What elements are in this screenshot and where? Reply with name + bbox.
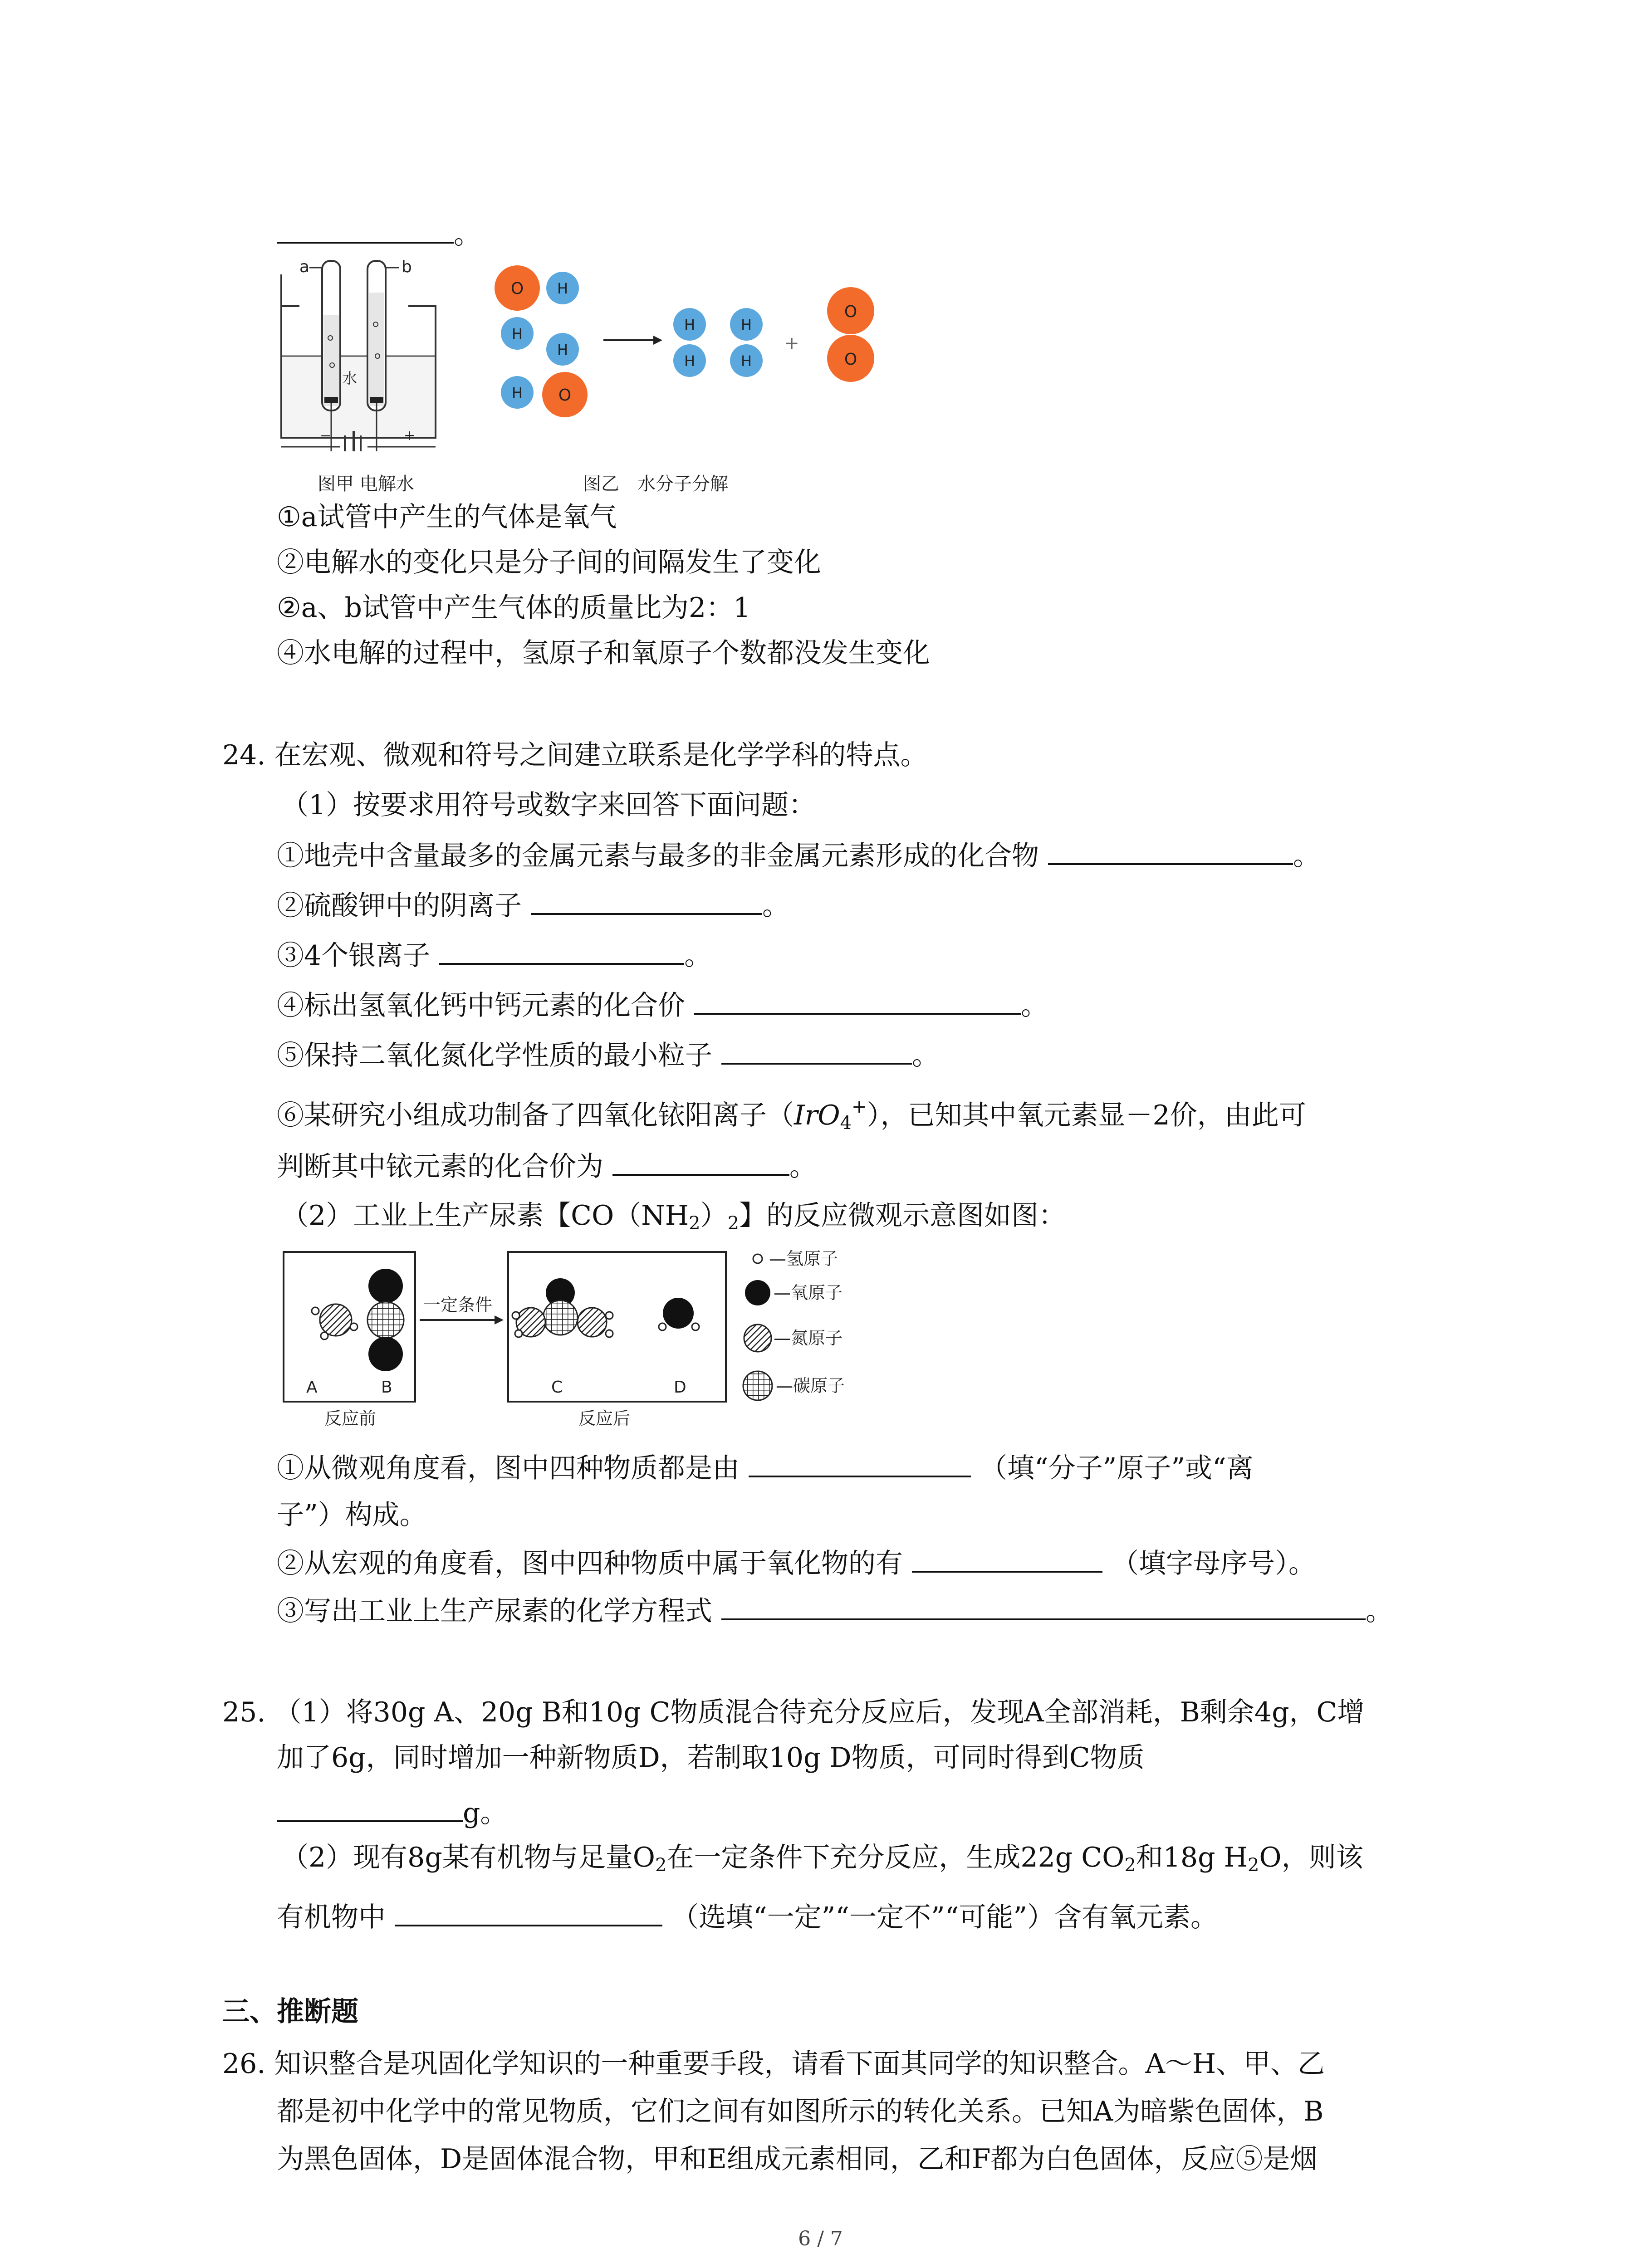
answer-blank[interactable] <box>694 987 1021 1015</box>
q26-line-2: 都是初中化学中的常见物质，它们之间有如图所示的转化关系。已知A为暗紫色固体，B <box>277 2096 1324 2127</box>
urea-reaction-figure <box>279 1243 941 1433</box>
answer-blank[interactable] <box>612 1148 789 1176</box>
svg-text:H: H <box>740 316 752 333</box>
svg-text:O: O <box>844 350 857 369</box>
q23-option-1: ①a试管中产生的气体是氧气 <box>277 501 617 533</box>
q24-item-2: ②硫酸钾中的阴离子 。 <box>277 887 789 924</box>
q23-option-2: ②电解水的变化只是分子间的间隔发生了变化 <box>277 547 821 578</box>
svg-text:反应前: 反应前 <box>324 1408 377 1428</box>
svg-text:H: H <box>557 341 568 358</box>
q26-line-3: 为黑色固体，D是固体混合物，甲和E组成元素相同，乙和F都为白色固体，反应⑤是烟 <box>277 2143 1318 2175</box>
svg-text:b: b <box>402 258 412 276</box>
svg-text:—氢原子: —氢原子 <box>769 1249 838 1269</box>
svg-text:—碳原子: —碳原子 <box>776 1376 845 1396</box>
svg-text:B: B <box>381 1378 392 1397</box>
answer-blank[interactable] <box>277 1794 463 1822</box>
arrow-icon <box>653 336 662 345</box>
svg-text:O: O <box>510 279 524 298</box>
svg-text:−: − <box>320 428 332 444</box>
q25-line-5: 有机物中 （选填“一定”“一定不”“可能”）含有氧元素。 <box>277 1898 1218 1936</box>
answer-blank[interactable] <box>721 1592 1366 1620</box>
svg-text:H: H <box>684 352 696 370</box>
q25-line-4: （2）现有8g某有机物与足量$O_2$在一定条件下充分反应，生成22g $CO_2$和18g $H_2O$，则该 <box>281 1842 1363 1876</box>
svg-text:a: a <box>299 258 310 276</box>
answer-blank[interactable] <box>749 1449 971 1477</box>
q24-stem: 24. 在宏观、微观和符号之间建立联系是化学学科的特点。 <box>222 739 928 771</box>
svg-text:D: D <box>674 1378 686 1397</box>
q24-item-6: ⑥某研究小组成功制备了四氧化铱阳离子（IrO$_4$+），已知其中氧元素显－2价，由此可 <box>277 1096 1306 1134</box>
figure-caption-right: 图乙 水分子分解 <box>583 474 728 494</box>
q25-line-2: 加了6g，同时增加一种新物质D，若制取10g D物质，可同时得到C物质 <box>277 1742 1145 1774</box>
svg-text:H: H <box>557 280 568 297</box>
q26-line-1: 26. 知识整合是巩固化学知识的一种重要手段，请看下面其同学的知识整合。A～H、甲、乙 <box>222 2048 1325 2080</box>
svg-text:H: H <box>511 325 523 342</box>
answer-blank[interactable] <box>277 215 454 244</box>
svg-text:H: H <box>684 316 696 333</box>
answer-blank[interactable] <box>439 937 684 965</box>
q24-item-4: ④标出氢氧化钙中钙元素的化合价 。 <box>277 987 1048 1024</box>
q24-item-1: ①地壳中含量最多的金属元素与最多的非金属元素形成的化合物 。 <box>277 837 1320 874</box>
q24-part2: （2）工业上生产尿素【$CO(NH_2)_2$】的反应微观示意图如图： <box>281 1200 1066 1234</box>
svg-text:O: O <box>844 303 857 321</box>
section-title: 三、推断题 <box>222 1996 358 2028</box>
answer-blank[interactable] <box>1048 837 1293 865</box>
q24-sub-1-cont: 子”）构成。 <box>277 1499 427 1531</box>
svg-text:O: O <box>558 386 572 405</box>
q24-item-6-cont: 判断其中铱元素的化合价为 。 <box>277 1148 817 1185</box>
page-number: 6 / 7 <box>798 2227 843 2250</box>
svg-text:+: + <box>404 428 416 444</box>
svg-text:水: 水 <box>343 370 358 387</box>
q23-option-4: ④水电解的过程中，氢原子和氧原子个数都没发生变化 <box>277 637 930 669</box>
electrolysis-apparatus-figure <box>272 247 463 451</box>
q24-sub-2: ②从宏观的角度看，图中四种物质中属于氧化物的有 （填字母序号）。 <box>277 1545 1316 1582</box>
q25-line-1: 25. （1）将30g A、20g B和10g C物质混合待充分反应后，发现A全部消耗，B剩余4g，C增 <box>222 1696 1365 1728</box>
svg-text:H: H <box>511 384 523 401</box>
q24-sub-1: ①从微观角度看，图中四种物质都是由 （填“分子”原子”或“离 <box>277 1449 1254 1486</box>
q23-option-3: ②a、b试管中产生气体的质量比为2：1 <box>277 592 751 624</box>
svg-text:A: A <box>306 1378 318 1397</box>
q25-line-3: g。 <box>277 1794 507 1831</box>
svg-text:+: + <box>784 333 799 354</box>
q24-item-5: ⑤保持二氧化氮化学性质的最小粒子 。 <box>277 1036 939 1074</box>
q24-sub-3: ③写出工业上生产尿素的化学方程式 。 <box>277 1592 1393 1629</box>
top-continuation: 。 <box>277 215 481 253</box>
svg-text:C: C <box>551 1378 563 1397</box>
svg-text:—氧原子: —氧原子 <box>774 1283 843 1303</box>
svg-text:—氮原子: —氮原子 <box>774 1328 843 1348</box>
answer-blank[interactable] <box>395 1898 662 1926</box>
answer-blank[interactable] <box>721 1036 912 1065</box>
svg-text:一定条件: 一定条件 <box>423 1295 493 1315</box>
q24-item-3: ③4个银离子 。 <box>277 937 711 974</box>
answer-blank[interactable] <box>531 887 762 915</box>
svg-text:H: H <box>740 352 752 370</box>
figure-caption-left: 图甲 电解水 <box>318 474 414 494</box>
svg-text:反应后: 反应后 <box>578 1408 631 1428</box>
answer-blank[interactable] <box>912 1545 1102 1573</box>
water-decomposition-figure <box>490 261 898 429</box>
q24-part1: （1）按要求用符号或数字来回答下面问题： <box>281 789 816 821</box>
